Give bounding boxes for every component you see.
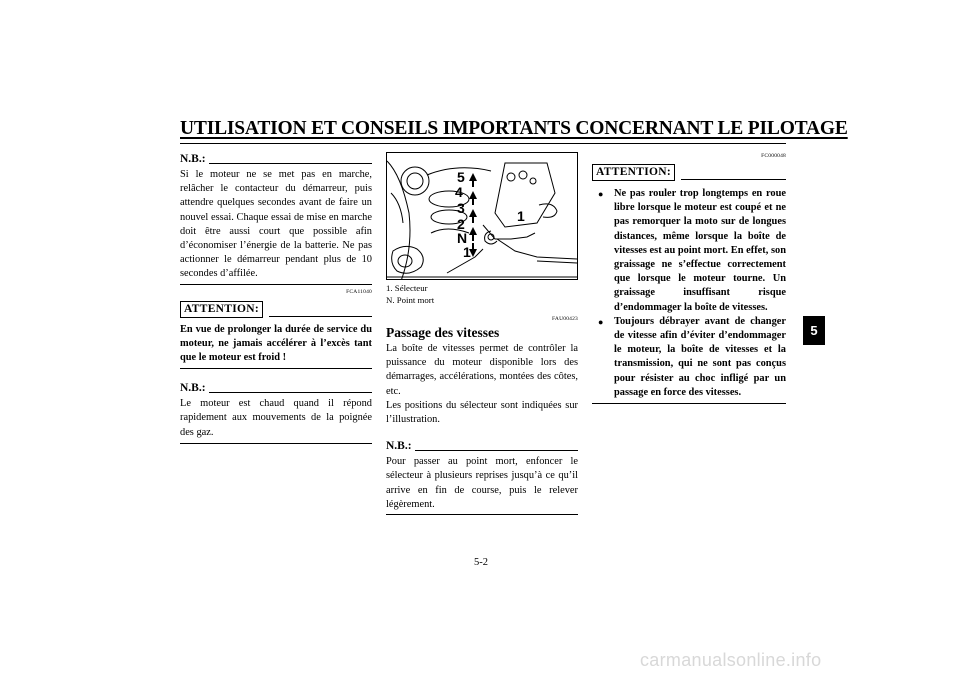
bullet-text: Toujours débrayer avant de changer de vitesse afin d’éviter d’endommager le moteur, la boîte de vitesses et la transmission, qui ne sont pas conçus pour résister au choc infligé par un passage en force des vitesses. <box>614 315 786 398</box>
list-item <box>598 315 786 400</box>
attention-label: ATTENTION: <box>180 301 263 318</box>
figure-label: N <box>457 230 468 246</box>
caption-line: N. Point mort <box>386 294 435 305</box>
attention-bullet-list <box>592 187 786 400</box>
nb-text: Le moteur est chaud quand il répond rapidement aux mouvements de la poignée des gaz. <box>180 398 372 438</box>
gear-shift-illustration <box>386 152 578 280</box>
figure-label: 5 <box>457 169 465 185</box>
page-number: 5-2 <box>474 557 488 568</box>
nb-heading <box>180 381 372 395</box>
bullet-text: Ne pas rouler trop longtemps en roue libre lorsque le moteur est coupé et ne pas remorquer la moto sur de longues distances, même lorsque la boîte de vitesses est au point mort. En effet, son graissage ne s’effectue correctement que lorsque le moteur tourne. Un graissage insuffisant risque d’endommager la boîte de vitesses. <box>614 188 786 313</box>
section-title: Passage des vitesses <box>386 325 500 340</box>
list-item <box>598 187 786 315</box>
caption-line: 1. Sélecteur <box>386 283 428 293</box>
paragraph: Les positions du sélecteur sont indiquées sur l’illustration. <box>386 399 578 426</box>
figure-label: 2 <box>457 216 465 232</box>
bullet-dot-icon: ● <box>598 189 604 199</box>
figure-label: 3 <box>457 200 465 216</box>
attention-text: En vue de prolonger la durée de service du moteur, ne jamais accélérer à l’excès tant que le moteur est froid ! <box>180 323 372 364</box>
nb-end-rule <box>386 514 578 515</box>
nb-end-rule <box>180 443 372 444</box>
nb-heading <box>180 152 372 166</box>
attention-label: ATTENTION: <box>592 164 675 181</box>
nb-heading <box>386 439 578 453</box>
column-3 <box>592 152 786 404</box>
nb-text: Pour passer au point mort, enfoncer le sélecteur à plusieurs reprises jusqu’à ce qu’il arrive en fin de course, puis le relever légèrement. <box>386 456 578 510</box>
nb-label: N.B.: <box>180 152 206 165</box>
column-1 <box>180 152 372 444</box>
figure-caption <box>386 283 578 306</box>
attention-heading <box>180 299 372 318</box>
figure-label: 4 <box>455 184 463 200</box>
nb-text: Si le moteur ne se met pas en marche, relâcher le contacteur du démarreur, puis attendre quelques secondes avant de faire un nouvel essai. Chaque essai de mise en marche doit être aussi court que possible afin d’économiser l’énergie de la batterie. Ne pas actionner le démarreur pendant plus de 10 secondes d’affilée. <box>180 169 372 280</box>
attention-end-rule <box>592 403 786 404</box>
column-2 <box>386 152 578 515</box>
shift-pattern-drawing <box>387 153 578 280</box>
nb-label: N.B.: <box>180 382 206 395</box>
bullet-dot-icon: ● <box>598 316 604 327</box>
attention-end-rule <box>180 368 372 369</box>
figure-label: 1 <box>517 208 525 224</box>
reference-code: FCA11040 <box>346 288 372 295</box>
reference-code: FC000048 <box>761 153 786 159</box>
page-title: UTILISATION ET CONSEILS IMPORTANTS CONCERNANT LE PILOTAGE <box>180 118 848 139</box>
nb-end-rule <box>180 284 372 285</box>
watermark: carmanualsonline.info <box>640 650 822 670</box>
nb-label: N.B.: <box>386 440 412 453</box>
attention-heading <box>592 162 786 181</box>
title-rule <box>180 143 786 144</box>
paragraph: La boîte de vitesses permet de contrôler la puissance du moteur disponible lors des démarrages, accélérations, montées des côtes, etc. <box>386 343 578 397</box>
figure-label: 1 <box>463 244 471 260</box>
reference-code: FAU00423 <box>552 316 578 322</box>
chapter-tab: 5 <box>803 316 825 345</box>
